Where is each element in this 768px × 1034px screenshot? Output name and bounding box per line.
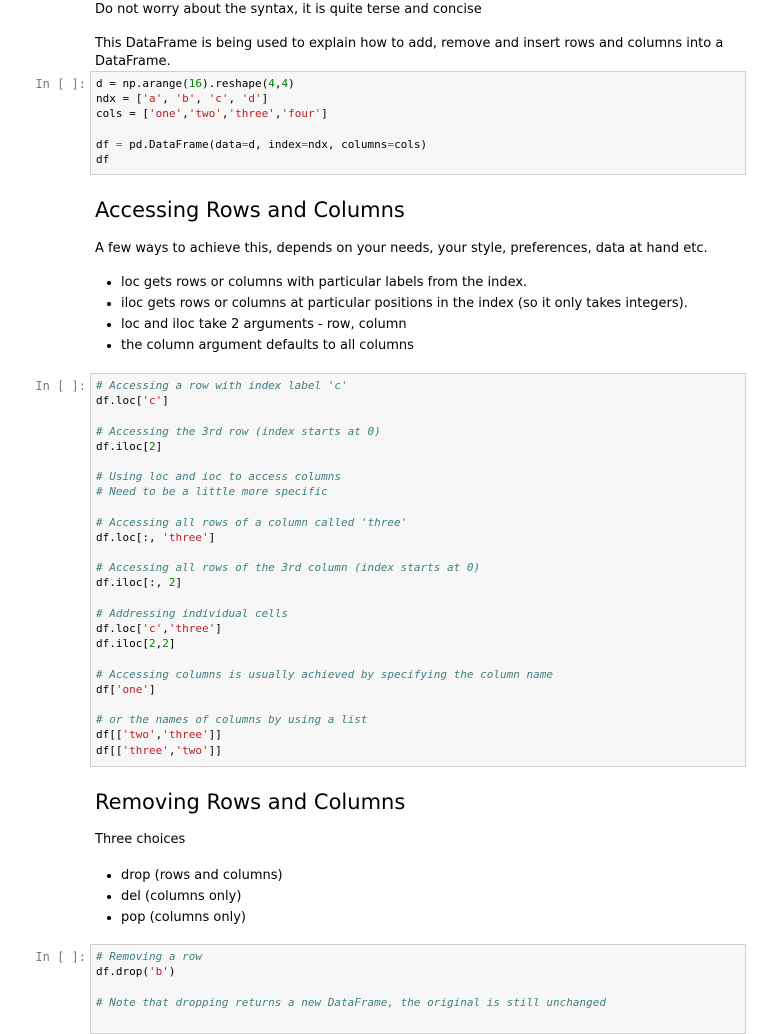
code-token: df.iloc[:, bbox=[96, 576, 169, 590]
code-token: ]] bbox=[208, 743, 222, 757]
code-line bbox=[96, 651, 740, 666]
code-cell-accessing[interactable] bbox=[90, 373, 746, 767]
code-line bbox=[96, 979, 740, 994]
code-token: 'two' bbox=[122, 728, 156, 742]
code-token: ] bbox=[321, 107, 328, 121]
code-comment: # or the names of columns by using a list bbox=[96, 713, 368, 727]
code-editor[interactable] bbox=[91, 72, 745, 171]
code-line bbox=[96, 393, 740, 408]
code-token: , bbox=[155, 728, 163, 742]
code-token: ] bbox=[168, 637, 176, 651]
code-line bbox=[96, 964, 740, 979]
code-token: 2 bbox=[168, 576, 176, 590]
code-token: 'three' bbox=[162, 728, 209, 742]
code-token: , bbox=[182, 107, 189, 121]
code-line bbox=[96, 621, 740, 636]
list-item: • the column argument defaults to all columns bbox=[121, 335, 688, 356]
code-token: 'two' bbox=[188, 107, 222, 121]
code-token: d = np.arange( bbox=[96, 77, 189, 90]
code-token: , bbox=[274, 107, 282, 121]
intro-text-dataframe: This DataFrame is being used to explain how to add, remove and insert rows and columns into a DataFrame. bbox=[95, 36, 724, 69]
code-token: 'c' bbox=[208, 92, 229, 106]
code-token: ] bbox=[162, 394, 169, 408]
code-token: 'a' bbox=[142, 92, 163, 106]
code-line bbox=[96, 500, 740, 515]
code-token: ) bbox=[168, 965, 176, 979]
code-token: cols) bbox=[394, 137, 428, 151]
code-token: 4 bbox=[268, 77, 275, 90]
code-token: df.loc[:, bbox=[96, 530, 163, 544]
code-line bbox=[96, 122, 740, 137]
code-token: 'one' bbox=[148, 107, 183, 121]
code-line bbox=[96, 152, 740, 167]
code-token: df.drop( bbox=[96, 965, 149, 979]
code-token: 4 bbox=[281, 77, 289, 90]
code-line bbox=[96, 454, 740, 469]
code-line bbox=[96, 76, 740, 91]
code-token: , bbox=[221, 107, 229, 121]
code-token: ] bbox=[261, 92, 269, 106]
code-token: 'three' bbox=[168, 622, 216, 635]
bullet-list-accessing bbox=[95, 272, 688, 356]
code-token: df.iloc[ bbox=[96, 439, 149, 453]
code-token: df.loc[ bbox=[96, 394, 143, 408]
code-token: df.loc[ bbox=[96, 622, 143, 635]
code-token: ).reshape( bbox=[201, 77, 269, 90]
code-token: = bbox=[387, 137, 395, 151]
code-token: = bbox=[301, 137, 308, 151]
code-line bbox=[96, 682, 740, 697]
code-token: pd.DataFrame(data bbox=[122, 137, 242, 151]
list-item: • del (columns only) bbox=[121, 886, 283, 907]
code-line bbox=[96, 106, 740, 121]
code-token: 'two' bbox=[175, 743, 209, 757]
code-token: = bbox=[241, 137, 249, 151]
code-token: , bbox=[274, 77, 282, 90]
code-comment: # Need to be a little more specific bbox=[96, 485, 328, 499]
code-comment: # Accessing all rows of a column called 'three' bbox=[96, 515, 408, 529]
code-token: , bbox=[168, 743, 176, 757]
cell-prompt: In [ ]: bbox=[35, 379, 86, 393]
list-item: • drop (rows and columns) bbox=[121, 865, 283, 886]
code-token: , bbox=[162, 622, 169, 635]
code-line bbox=[96, 545, 740, 560]
code-token: 2 bbox=[162, 637, 169, 651]
code-token: 'one' bbox=[115, 682, 149, 696]
code-editor[interactable] bbox=[91, 374, 745, 762]
code-token: df[[ bbox=[96, 728, 123, 742]
code-token: 'b' bbox=[175, 92, 196, 106]
code-line bbox=[96, 636, 740, 651]
section-description: A few ways to achieve this, depends on your needs, your style, preferences, data at hand etc. bbox=[95, 241, 708, 256]
code-line bbox=[96, 439, 740, 454]
code-token: df[ bbox=[96, 682, 116, 696]
section-heading-removing: Removing Rows and Columns bbox=[95, 790, 406, 814]
code-line bbox=[96, 949, 740, 964]
code-cell-dataframe-setup[interactable] bbox=[90, 71, 746, 175]
code-token: df[[ bbox=[96, 743, 123, 757]
cell-prompt: In [ ]: bbox=[35, 950, 86, 964]
code-line bbox=[96, 697, 740, 712]
list-item: • loc and iloc take 2 arguments - row, column bbox=[121, 314, 688, 335]
code-line bbox=[96, 484, 740, 499]
code-line bbox=[96, 91, 740, 106]
code-comment: # Note that dropping returns a new DataFrame, the original is still unchanged bbox=[96, 995, 606, 1009]
code-token: ] bbox=[149, 682, 156, 696]
code-token: ) bbox=[288, 77, 295, 90]
cell-prompt: In [ ]: bbox=[35, 77, 86, 91]
code-line bbox=[96, 469, 740, 484]
code-token: 'c' bbox=[142, 622, 163, 635]
bullet-list-removing bbox=[95, 865, 283, 928]
code-token: ndx = [ bbox=[96, 92, 143, 106]
code-token: , bbox=[195, 92, 209, 106]
code-token: 'three' bbox=[162, 530, 209, 544]
code-token: ] bbox=[208, 530, 216, 544]
code-line bbox=[96, 408, 740, 423]
code-token: 16 bbox=[188, 77, 202, 90]
code-token: 'three' bbox=[228, 107, 275, 121]
code-line bbox=[96, 727, 740, 742]
code-line bbox=[96, 606, 740, 621]
code-line bbox=[96, 575, 740, 590]
code-comment: # Addressing individual cells bbox=[96, 606, 289, 620]
list-item: • iloc gets rows or columns at particular positions in the index (so it only takes integers). bbox=[121, 293, 688, 314]
code-token: df bbox=[96, 137, 116, 151]
code-token: 'b' bbox=[148, 965, 169, 979]
code-line bbox=[96, 530, 740, 545]
code-cell-removing[interactable] bbox=[90, 944, 746, 1034]
intro-text-syntax: Do not worry about the syntax, it is quite terse and concise bbox=[95, 2, 482, 17]
code-line bbox=[96, 995, 740, 1010]
section-description: Three choices bbox=[95, 832, 186, 847]
code-token: ] bbox=[215, 622, 222, 635]
code-token: , bbox=[162, 92, 176, 106]
section-heading-accessing: Accessing Rows and Columns bbox=[95, 198, 405, 222]
code-token: 'c' bbox=[142, 394, 163, 408]
code-line bbox=[96, 712, 740, 727]
code-token: ] bbox=[155, 439, 163, 453]
code-comment: # Accessing the 3rd row (index starts at 0) bbox=[96, 424, 381, 438]
code-token: df bbox=[96, 152, 110, 166]
code-token: ]] bbox=[208, 728, 222, 742]
code-line bbox=[96, 515, 740, 530]
list-item: • pop (columns only) bbox=[121, 907, 283, 928]
code-line bbox=[96, 424, 740, 439]
code-line bbox=[96, 743, 740, 758]
code-line bbox=[96, 378, 740, 393]
code-line bbox=[96, 137, 740, 152]
code-editor[interactable] bbox=[91, 945, 745, 1014]
code-token: ndx, columns bbox=[307, 137, 388, 151]
code-token: df.iloc[ bbox=[96, 637, 149, 651]
code-comment: # Using loc and ioc to access columns bbox=[96, 470, 342, 484]
code-token: 2 bbox=[148, 637, 156, 651]
code-token: 'three' bbox=[122, 743, 169, 757]
code-comment: # Accessing columns is usually achieved by specifying the column name bbox=[96, 667, 553, 681]
code-token: 'four' bbox=[281, 107, 322, 121]
code-token: 'd' bbox=[241, 92, 262, 106]
code-token: ] bbox=[175, 576, 183, 590]
code-token: cols = [ bbox=[96, 107, 149, 121]
code-line bbox=[96, 591, 740, 606]
code-token: , bbox=[155, 637, 163, 651]
list-item: • loc gets rows or columns with particular labels from the index. bbox=[121, 272, 688, 293]
code-token: = bbox=[115, 137, 123, 151]
code-line bbox=[96, 560, 740, 575]
code-line bbox=[96, 667, 740, 682]
code-token: , bbox=[228, 92, 242, 106]
code-comment: # Removing a row bbox=[96, 950, 202, 963]
code-token: d, index bbox=[248, 137, 302, 151]
code-comment: # Accessing all rows of the 3rd column (index starts at 0) bbox=[96, 561, 481, 575]
code-token: 2 bbox=[148, 439, 156, 453]
code-comment: # Accessing a row with index label 'c' bbox=[96, 379, 348, 392]
